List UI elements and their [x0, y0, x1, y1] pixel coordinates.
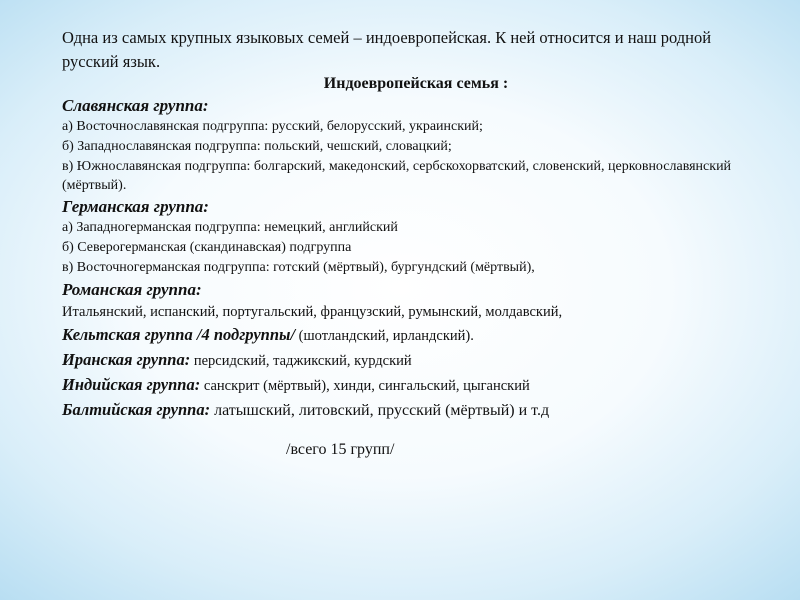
celtic-languages: (шотландский, ирландский). — [295, 328, 474, 344]
slide-content — [62, 26, 762, 478]
germanic-item-east: в) Восточногерманская подгруппа: готский (мёртвый), бургундский (мёртвый), — [62, 260, 535, 275]
total-groups: /всего 15 групп/ — [286, 441, 395, 458]
celtic-group-title: Кельтская группа /4 подгруппы/ — [62, 325, 296, 344]
germanic-item-north: б) Северогерманская (скандинавская) подгруппа — [62, 240, 352, 255]
iranian-languages: персидский, таджикский, курдский — [190, 353, 412, 369]
indian-languages: санскрит (мёртвый), хинди, сингальский, цыганский — [200, 378, 530, 394]
slavic-item-west: б) Западнославянская подгруппа: польский, чешский, словацкий; — [62, 139, 452, 154]
germanic-group-title: Германская группа: — [62, 197, 209, 216]
iranian-group-title: Иранская группа: — [62, 350, 191, 369]
family-heading: Индоевропейская семья : — [323, 75, 509, 92]
indian-line — [62, 373, 762, 398]
romance-languages: Итальянский, испанский, португальский, французский, румынский, молдавский, — [62, 304, 563, 320]
baltic-group-title: Балтийская группа: — [62, 400, 211, 419]
indian-group-title: Индийская группа: — [62, 375, 201, 394]
iranian-line — [62, 348, 762, 373]
baltic-languages: латышский, литовский, прусский (мёртвый) и т.д — [210, 402, 550, 419]
slavic-group-title: Славянская группа: — [62, 96, 209, 115]
romance-group-title: Романская группа: — [62, 280, 202, 299]
slavic-item-south: в) Южнославянская подгруппа: болгарский, македонский, сербскохорватский, словенский, церковнославянский (мёртвый). — [62, 159, 732, 193]
slavic-item-east: а) Восточнославянская подгруппа: русский, белорусский, украинский; — [62, 119, 483, 134]
celtic-line — [62, 323, 762, 348]
germanic-item-west: а) Западногерманская подгруппа: немецкий, английский — [62, 220, 398, 235]
baltic-line — [62, 398, 762, 422]
intro-text: Одна из самых крупных языковых семей – индоевропейская. К ней относится и наш родной русский язык. — [62, 28, 712, 71]
